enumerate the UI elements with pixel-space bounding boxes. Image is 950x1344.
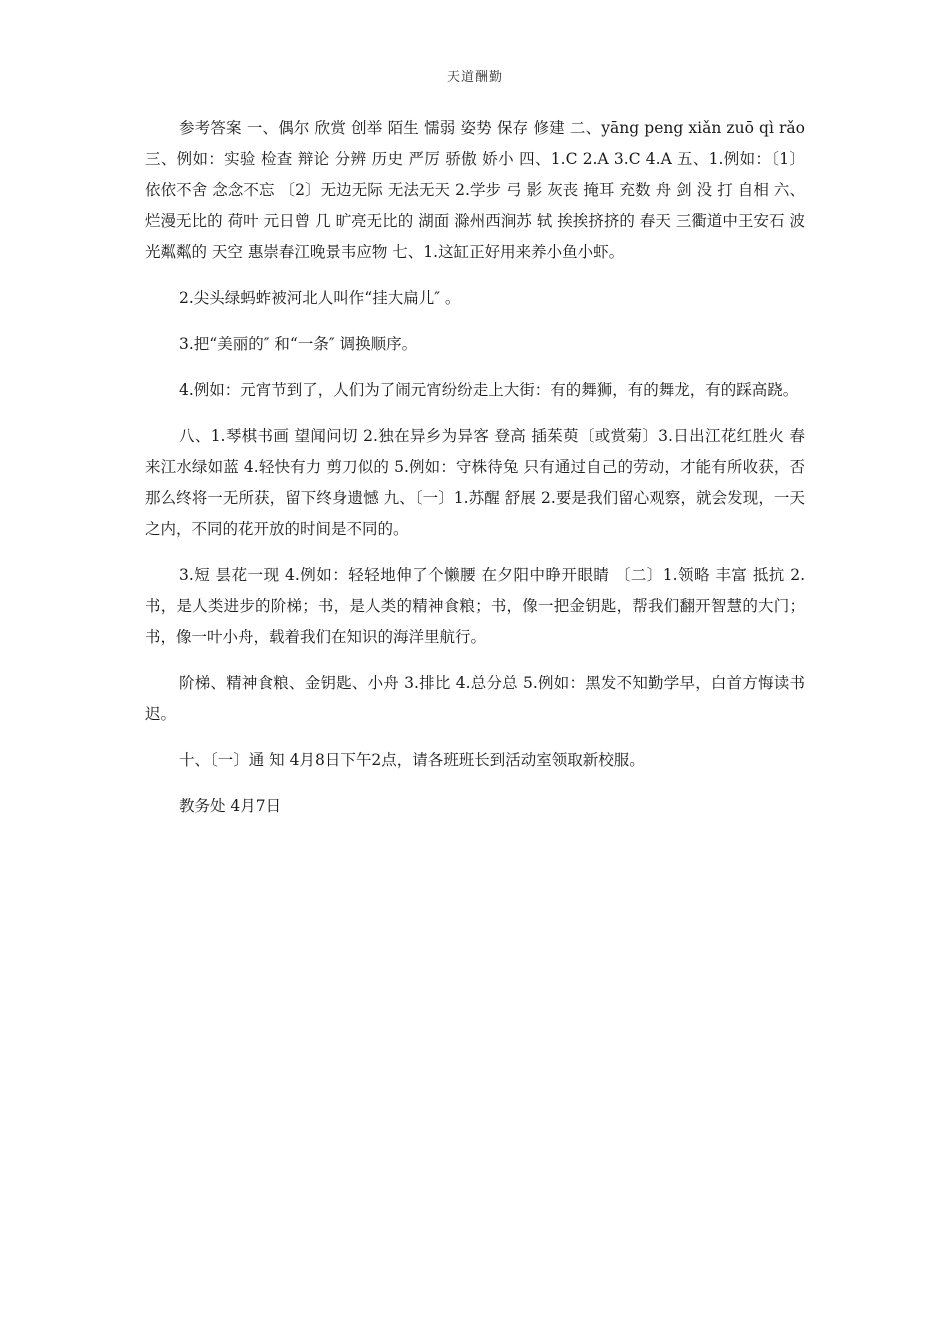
paragraph-9-summary: 阶梯、精神食粮、金钥匙、小舟 3.排比 4.总分总 5.例如：黑发不知勤学早，白首方悔读书迟。 — [145, 674, 805, 723]
paragraph-signature: 教务处 4月7日 — [179, 797, 282, 815]
paragraph-10-notice: 十、〔一〕通 知 4月8日下午2点，请各班班长到活动室领取新校服。 — [179, 751, 645, 769]
page-header: 天道酬勤 — [446, 70, 503, 85]
paragraph-9-continued: 3.短 昙花一现 4.例如：轻轻地伸了个懒腰 在夕阳中睁开眼睛 〔二〕1.领略 丰富 抵抗 2.书，是人类进步的阶梯；书，是人类的精神食粮；书，像一把金钥匙，帮我们翻开智慧的大门；书，像一叶小舟，载着我们在知识的海洋里航行。 — [145, 566, 805, 646]
paragraph-7-2: 2.尖头绿蚂蚱被河北人叫作“挂大扁儿″ 。 — [179, 289, 461, 307]
paragraph-7-4: 4.例如：元宵节到了，人们为了闹元宵纷纷走上大街：有的舞狮，有的舞龙，有的踩高跷。 — [179, 381, 799, 399]
paragraph-7-3: 3.把“美丽的″ 和“一条″ 调换顺序。 — [179, 335, 418, 353]
answer-content — [145, 113, 805, 837]
paragraph-answers-1-to-7: 参考答案 一、偶尔 欣赏 创举 陌生 懦弱 姿势 保存 修建 二、yāng peng xiǎn zuō qì rǎo 三、例如：实验 检查 辩论 分辨 历史 严厉 骄傲 娇小 四、1.C 2.A 3.C 4.A 五、1.例如：〔1〕依依不舍 念念不忘 〔2〕无边无际 无法无天 2.学步 弓 影 灰丧 掩耳 充数 舟 剑 没 打 自相 六、烂漫无比的 荷叶 元日曾 几 旷亮无比的 湖面 滁州西涧苏 轼 挨挨挤挤的 春天 三衢道中王安石 波光粼粼的 天空 惠崇春江晚景韦应物 七、1.这缸正好用来养小鱼小虾。 — [145, 119, 805, 261]
paragraph-8-9: 八、1.琴棋书画 望闻问切 2.独在异乡为异客 登高 插茱萸〔或赏菊〕3.日出江花红胜火 春来江水绿如蓝 4.轻快有力 剪刀似的 5.例如：守株待兔 只有通过自己的劳动，才能有所收获，否那么终将一无所获，留下终身遗憾 九、〔一〕1.苏醒 舒展 2.要是我们留心观察，就会发现，一天之内，不同的花开放的时间是不同的。 — [145, 427, 805, 538]
